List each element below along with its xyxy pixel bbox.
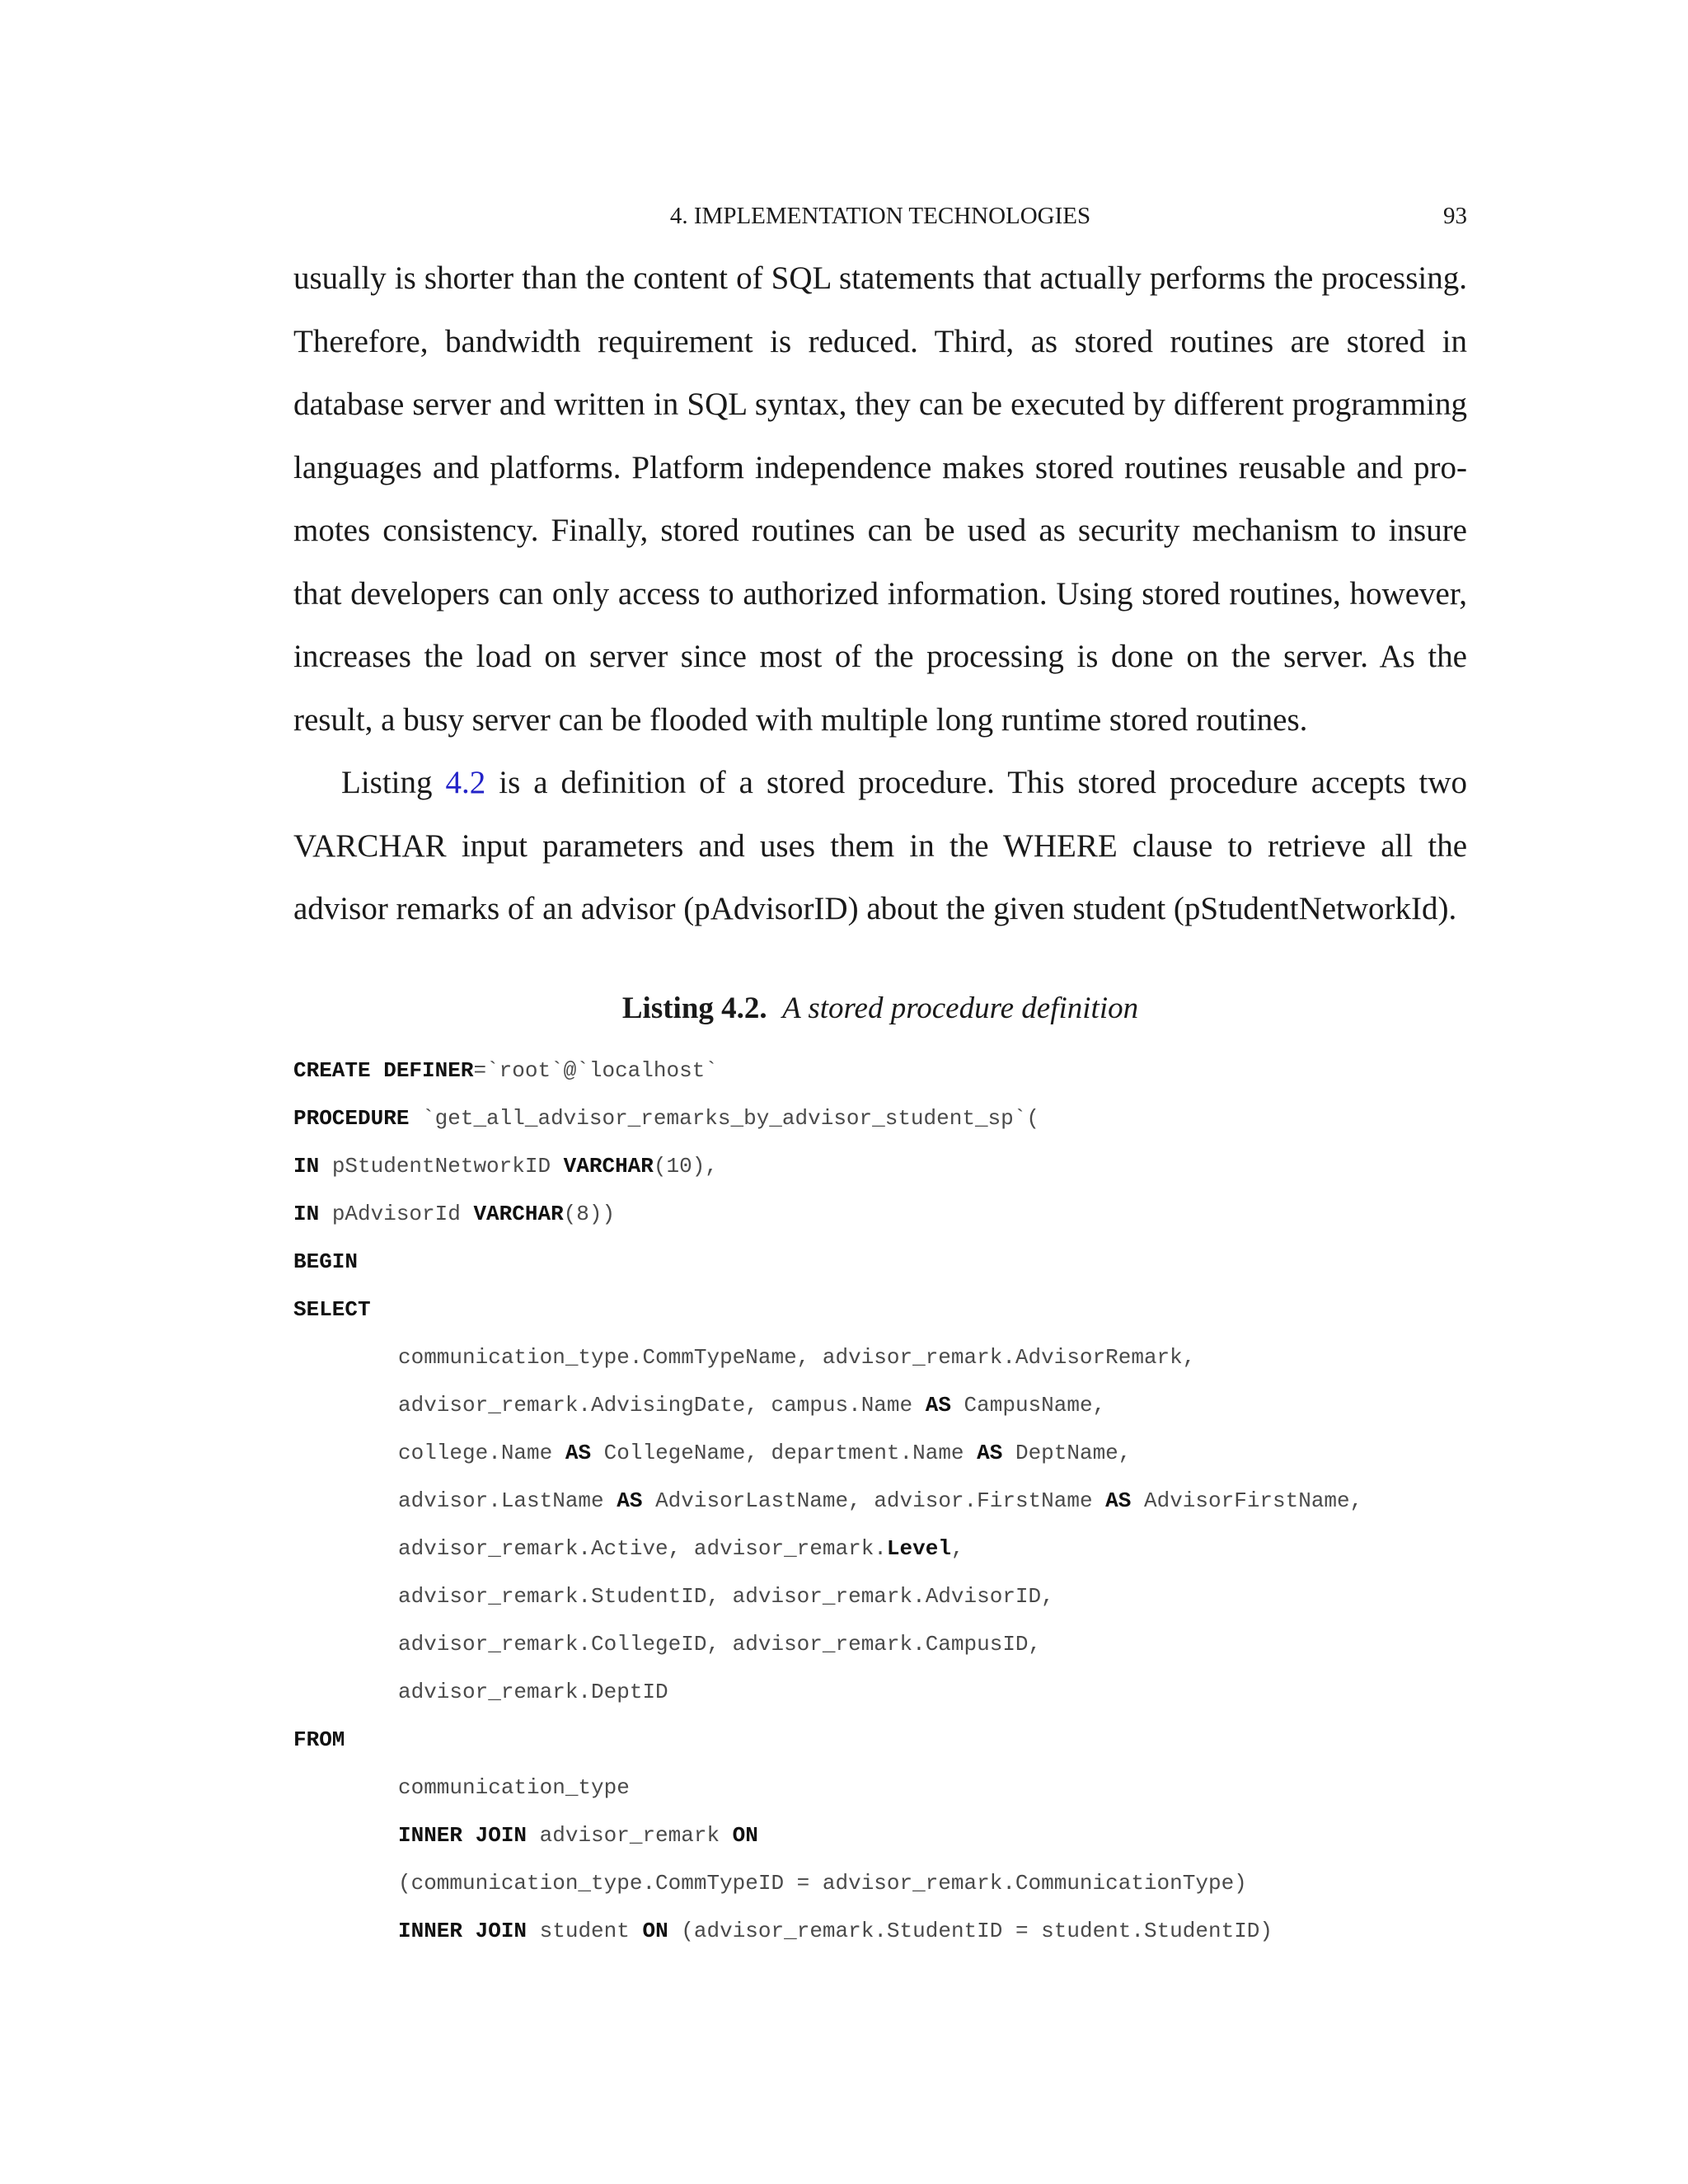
code-line [293,1668,1530,1716]
code-keyword: IN [293,1202,320,1226]
code-line [293,1238,1530,1286]
code-text: CollegeName, department.Name [591,1441,978,1465]
code-listing [293,1047,1530,1955]
code-keyword: INNER JOIN [398,1919,528,1943]
code-text: communication_type [398,1775,630,1800]
code-text: CampusName, [950,1393,1106,1418]
code-text: AdvisorLastName, advisor.FirstName [642,1488,1106,1513]
code-keyword: BEGIN [293,1249,359,1274]
code-text: (communication_type.CommTypeID = advisor_remark.CommunicationType) [398,1871,1247,1896]
code-line [293,1333,1530,1381]
code-text: advisor_remark.AdvisingDate, campus.Name [398,1393,926,1418]
code-line [293,1142,1530,1190]
listing-reference-link[interactable]: 4.2 [445,765,486,800]
code-line [293,1764,1530,1811]
code-line [293,1047,1530,1094]
code-line [293,1190,1530,1238]
code-keyword: Level [886,1536,951,1561]
code-text: advisor.LastName [398,1488,617,1513]
code-keyword: AS [925,1393,951,1418]
code-text: AdvisorFirstName, [1131,1488,1363,1513]
code-text: (10), [653,1154,718,1179]
body-text [293,247,1467,941]
code-text: advisor_remark.CollegeID, advisor_remark.CampusID, [398,1632,1042,1657]
code-keyword: VARCHAR [563,1154,654,1179]
code-text: , [950,1536,964,1561]
code-keyword: AS [977,1441,1003,1465]
code-text: advisor_remark [527,1823,733,1848]
code-line [293,1572,1530,1620]
code-text: pAdvisorId [319,1202,474,1226]
listing-caption [293,989,1467,1029]
code-line [293,1286,1530,1333]
code-text: DeptName, [1002,1441,1132,1465]
code-keyword: ON [642,1919,668,1943]
page-number: 93 [1443,203,1467,229]
code-line [293,1525,1530,1572]
code-keyword: AS [565,1441,592,1465]
code-keyword: SELECT [293,1297,371,1322]
code-keyword: AS [617,1488,643,1513]
code-text: `get_all_advisor_remarks_by_advisor_student_sp`( [409,1106,1039,1131]
code-text: communication_type.CommTypeName, advisor_remark.AdvisorRemark, [398,1345,1196,1370]
running-header [293,201,1467,231]
code-line [293,1477,1530,1525]
code-text: =`root`@`localhost` [473,1058,718,1083]
code-keyword: ON [732,1823,758,1848]
code-keyword: VARCHAR [473,1202,564,1226]
code-keyword: AS [1105,1488,1132,1513]
code-keyword: PROCEDURE [293,1106,410,1131]
code-keyword: IN [293,1154,320,1179]
code-text: (8)) [563,1202,616,1226]
code-text: advisor_remark.Active, advisor_remark. [398,1536,887,1561]
code-text: college.Name [398,1441,565,1465]
code-text: (advisor_remark.StudentID = student.StudentID) [668,1919,1273,1943]
code-text: advisor_remark.DeptID [398,1680,668,1704]
code-line [293,1907,1530,1955]
paragraph-2 [293,752,1467,941]
code-text: student [527,1919,643,1943]
listing-label: Listing 4.2. [621,991,767,1025]
code-line [293,1859,1530,1907]
code-keyword: FROM [293,1727,345,1752]
code-line [293,1620,1530,1668]
code-text: advisor_remark.StudentID, advisor_remark.AdvisorID, [398,1584,1054,1609]
code-line [293,1381,1530,1429]
code-line [293,1429,1530,1477]
paragraph-2-rest: is a definition of a stored procedure. This stored procedure accepts two VARCHAR input parameters and uses them in the WHERE clause to retrieve all the advisor remarks of an advisor (pAdvisorID) about the given student (pStudentNetworkId). [293,765,1467,926]
listing-caption-text: A stored procedure definition [782,991,1139,1025]
code-line [293,1716,1530,1764]
code-keyword: INNER JOIN [398,1823,528,1848]
code-keyword: CREATE DEFINER [293,1058,474,1083]
code-line [293,1094,1530,1142]
paragraph-2-lead: Listing [341,765,446,800]
code-text: pStudentNetworkID [319,1154,564,1179]
code-line [293,1811,1530,1859]
paragraph-1: usually is shorter than the content of SQL statements that actually performs the processing. Therefore, bandwidth requirement is reduced. Third, as stored routines are stored in database server and written in SQL syntax, they can be executed by different programming languages and platforms. Platform independence makes stored routines reusable and promotes consistency. Finally, stored routines can be used as security mechanism to insure that developers can only access to authorized information. Using stored routines, however, increases the load on server since most of the processing is done on the server. As the result, a busy server can be flooded with multiple long runtime stored routines. [293,260,1467,738]
chapter-title: 4. IMPLEMENTATION TECHNOLOGIES [669,203,1091,229]
